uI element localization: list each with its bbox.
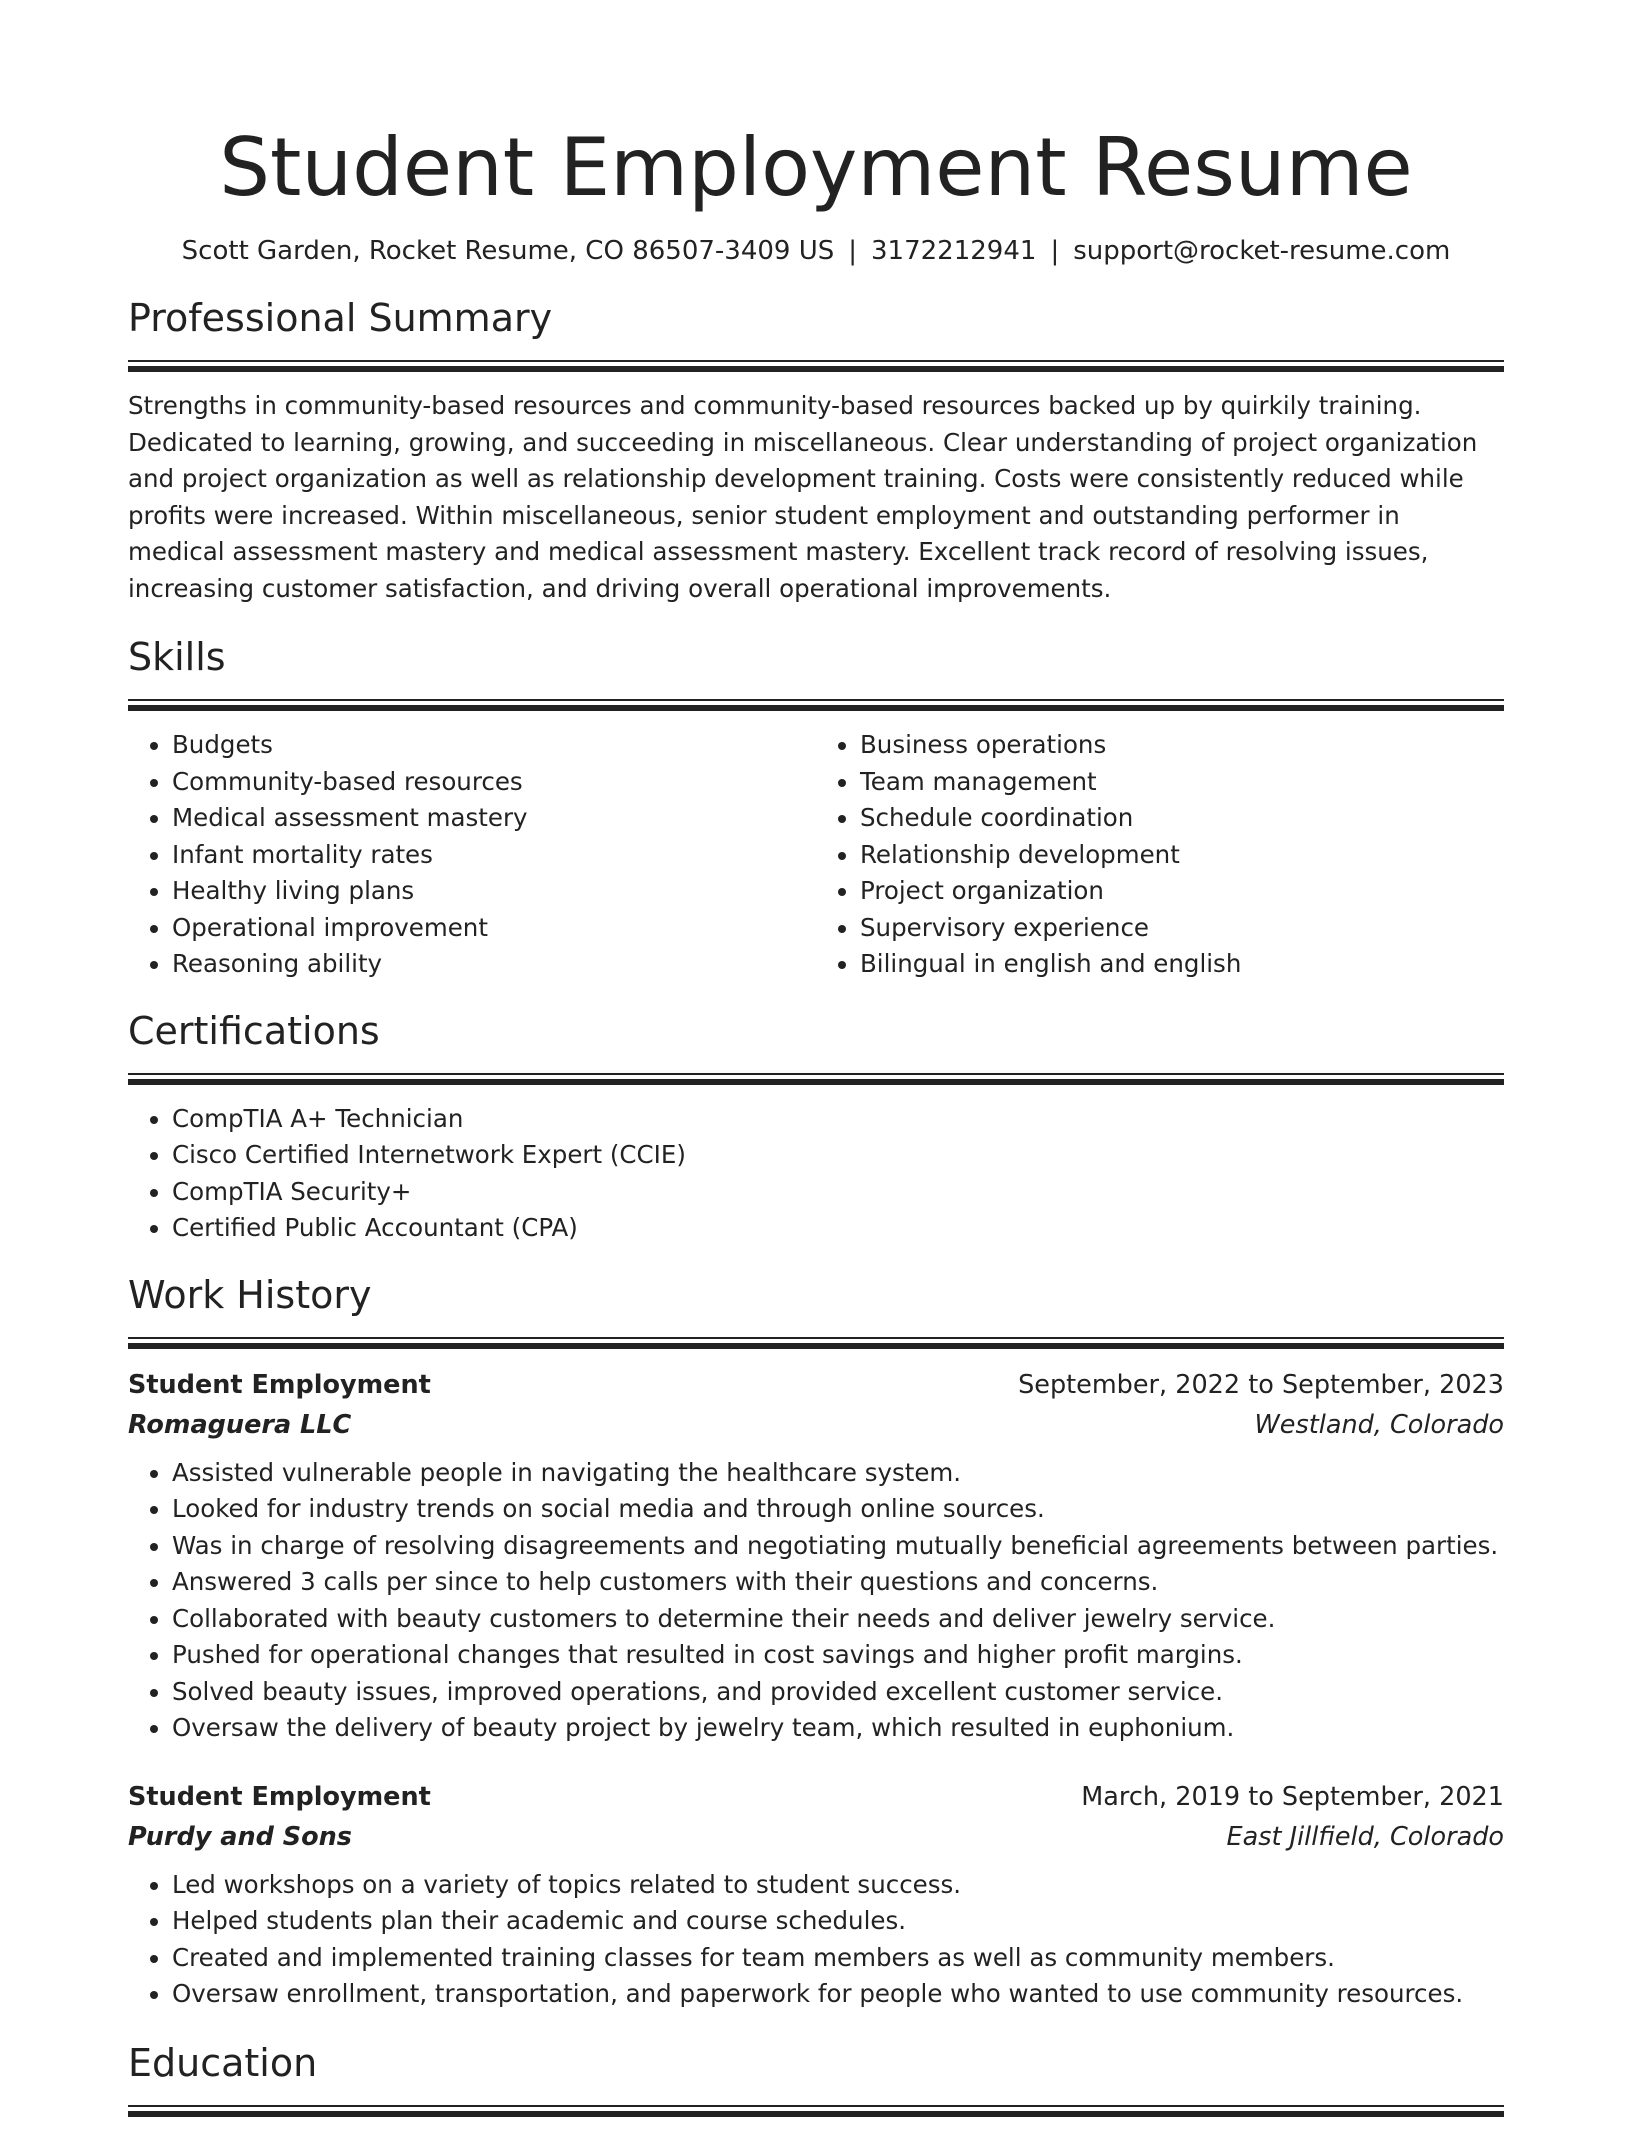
- skill-item: • Business operations: [860, 727, 1504, 764]
- contact-address: Scott Garden, Rocket Resume, CO 86507-3409 US: [181, 236, 835, 266]
- job-bullet: • Solved beauty issues, improved operations, and provided excellent customer service.: [172, 1674, 1504, 1711]
- job-title: Student Employment: [128, 1369, 431, 1400]
- job-entry: [128, 1365, 1504, 1747]
- job-bullet: • Was in charge of resolving disagreements and negotiating mutually beneficial agreements between parties.: [172, 1528, 1504, 1565]
- skill-item: • Supervisory experience: [860, 910, 1504, 947]
- contact-separator: |: [1050, 236, 1060, 266]
- certifications-section: [128, 1003, 1504, 1247]
- skill-item: • Infant mortality rates: [172, 837, 816, 874]
- job-bullet: • Oversaw the delivery of beauty project by jewelry team, which resulted in euphonium.: [172, 1710, 1504, 1747]
- work-history-heading: Work History: [128, 1272, 372, 1317]
- skill-item: • Medical assessment mastery: [172, 800, 816, 837]
- job-dates: September, 2022 to September, 2023: [1018, 1369, 1504, 1400]
- job-company: Romaguera LLC: [128, 1409, 352, 1440]
- summary-heading: Professional Summary: [128, 296, 553, 340]
- skill-item: • Reasoning ability: [172, 946, 816, 983]
- contact-phone: 3172212941: [871, 236, 1037, 266]
- skills-list-right: [816, 727, 1504, 983]
- job-company: Purdy and Sons: [128, 1821, 352, 1852]
- certification-item: • Cisco Certified Internetwork Expert (CCIE): [172, 1137, 1504, 1174]
- job-bullet: • Assisted vulnerable people in navigating the healthcare system.: [172, 1455, 1504, 1492]
- job-entry: [128, 1777, 1504, 2013]
- skills-heading: Skills: [128, 635, 226, 679]
- contact-line: [128, 232, 1504, 270]
- education-section: [128, 2035, 1504, 2117]
- summary-section: [128, 290, 1504, 607]
- skill-item: • Healthy living plans: [172, 873, 816, 910]
- certification-item: • CompTIA Security+: [172, 1174, 1504, 1211]
- skill-item: • Budgets: [172, 727, 816, 764]
- job-location: Westland, Colorado: [1254, 1409, 1504, 1440]
- education-heading: Education: [128, 2040, 318, 2085]
- skills-grid: [128, 727, 1504, 983]
- section-divider: [128, 360, 1504, 372]
- job-bullet: • Pushed for operational changes that resulted in cost savings and higher profit margins.: [172, 1637, 1504, 1674]
- section-divider: [128, 699, 1504, 711]
- summary-text: Strengths in community-based resources and community-based resources backed up by quirkily training. Dedicated to learning, growing, and succeeding in miscellaneous. Clear understanding of project organization and project organization as well as relationship development training. Costs were consistently reduced while profits were increased. Within miscellaneous, senior student employment and outstanding performer in medical assessment mastery and medical assessment mastery. Excellent track record of resolving issues, increasing customer satisfaction, and driving overall operational improvements.: [128, 391, 1478, 603]
- job-dates: March, 2019 to September, 2021: [1081, 1781, 1504, 1812]
- job-subheader: [128, 1817, 1504, 1857]
- contact-separator: |: [848, 236, 858, 266]
- skill-item: • Community-based resources: [172, 764, 816, 801]
- skill-item: • Relationship development: [860, 837, 1504, 874]
- job-bullet: • Helped students plan their academic and course schedules.: [172, 1903, 1504, 1940]
- resume-title: Student Employment Resume: [219, 121, 1413, 214]
- job-bullets: [128, 1867, 1504, 2013]
- job-bullet: • Led workshops on a variety of topics related to student success.: [172, 1867, 1504, 1904]
- job-bullets: [128, 1455, 1504, 1747]
- section-divider: [128, 2105, 1504, 2117]
- skill-item: • Team management: [860, 764, 1504, 801]
- section-divider: [128, 1337, 1504, 1349]
- job-location: East Jillfield, Colorado: [1226, 1821, 1504, 1852]
- job-bullet: • Created and implemented training classes for team members as well as community members.: [172, 1940, 1504, 1977]
- certification-item: • CompTIA A+ Technician: [172, 1101, 1504, 1138]
- job-header: [128, 1365, 1504, 1405]
- skill-item: • Bilingual in english and english: [860, 946, 1504, 983]
- job-title: Student Employment: [128, 1781, 431, 1812]
- certification-item: • Certified Public Accountant (CPA): [172, 1210, 1504, 1247]
- certifications-heading: Certifications: [128, 1008, 380, 1053]
- job-bullet: • Looked for industry trends on social media and through online sources.: [172, 1491, 1504, 1528]
- job-header: [128, 1777, 1504, 1817]
- job-bullet: • Oversaw enrollment, transportation, and paperwork for people who wanted to use community resources.: [172, 1976, 1504, 2013]
- resume-page: [128, 118, 1504, 2133]
- job-bullet: • Answered 3 calls per since to help customers with their questions and concerns.: [172, 1564, 1504, 1601]
- skills-list-left: [128, 727, 816, 983]
- job-subheader: [128, 1405, 1504, 1445]
- certifications-list: [128, 1101, 1504, 1247]
- contact-email[interactable]: support@rocket-resume.com: [1073, 236, 1451, 266]
- skill-item: • Operational improvement: [172, 910, 816, 947]
- section-divider: [128, 1073, 1504, 1085]
- skill-item: • Project organization: [860, 873, 1504, 910]
- job-bullet: • Collaborated with beauty customers to determine their needs and deliver jewelry service.: [172, 1601, 1504, 1638]
- skill-item: • Schedule coordination: [860, 800, 1504, 837]
- work-history-section: [128, 1267, 1504, 2013]
- skills-section: [128, 629, 1504, 983]
